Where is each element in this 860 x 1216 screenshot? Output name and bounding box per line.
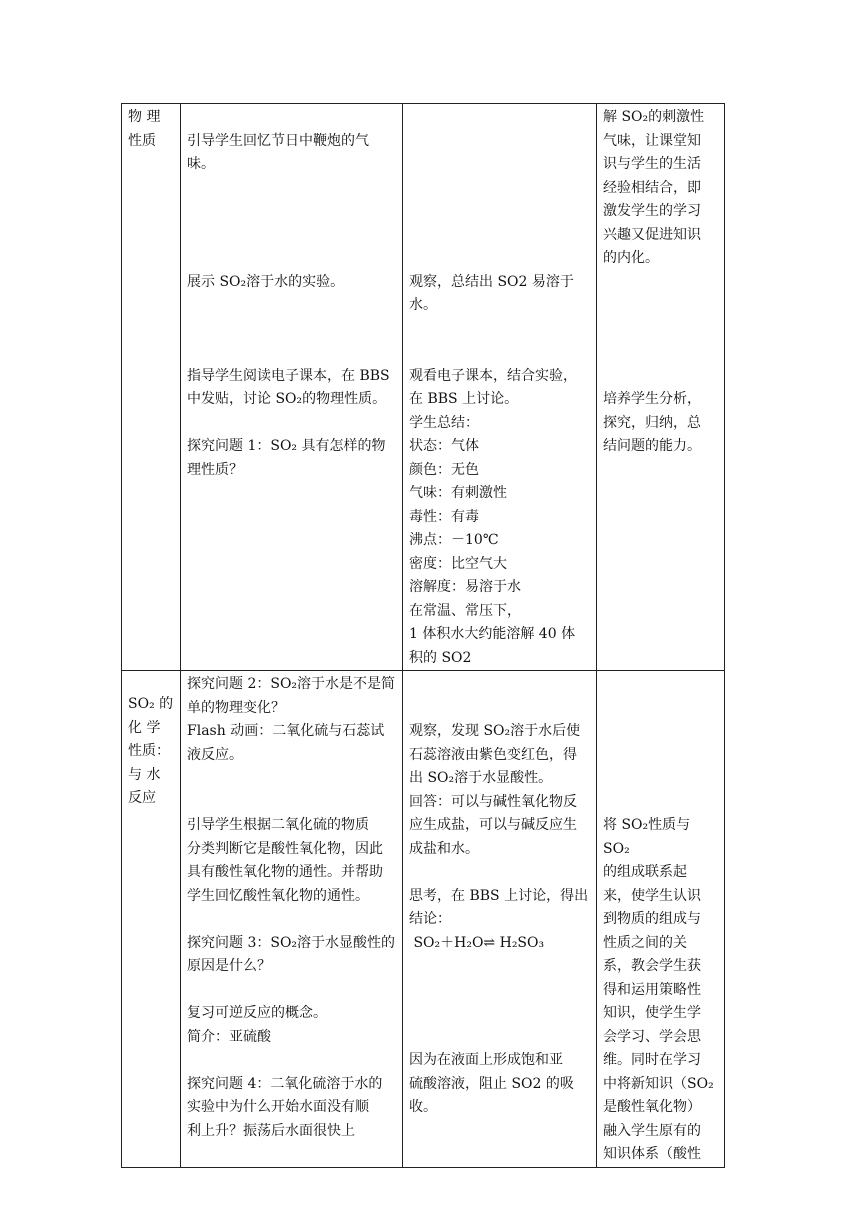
teacher-activity-cell (181, 104, 403, 671)
student-activity-text: 观察，发现 SO₂溶于水后使 石蕊溶液由紫色变红色，得 出 SO₂溶于水显酸性。 回答：可以与碱性氧化物反 应生成盐，可以与碱反应生 成盐和水。 思考，在 BBS 上讨论，得出 结论： SO₂＋H₂O⇌ H₂SO₃ 因为在液面上形成饱和亚 硫酸溶液，阻止 SO2 的吸收。 (409, 723, 589, 1115)
design-intent-text: 解 SO₂的刺激性 气味，让课堂知 识与学生的生活 经验相结合，即 激发学生的学习 兴趣又促进知识 的内化。 培养学生分析， 探究，归纳，总 结问题的能力。 (603, 109, 705, 454)
lesson-plan-table (121, 103, 725, 1168)
student-activity-cell (403, 104, 597, 671)
student-activity-cell (403, 671, 597, 1168)
teacher-activity-text: 引导学生回忆节日中鞭炮的气 味。 展示 SO₂溶于水的实验。 指导学生阅读电子课本，在 BBS 中发贴，讨论 SO₂的物理性质。 探究问题 1：SO₂ 具有怎样的物 理性质？ (187, 132, 390, 478)
topic-cell (122, 671, 181, 1168)
topic-text: 物 理 性质 (128, 109, 161, 149)
topic-cell (122, 104, 181, 671)
design-intent-cell (597, 104, 725, 671)
design-intent-cell (597, 671, 725, 1168)
table-row-physical-properties (122, 104, 725, 671)
teacher-activity-cell (181, 671, 403, 1168)
student-activity-text: 观察，总结出 SO2 易溶于水。 观看电子课本，结合实验， 在 BBS 上讨论。 学生总结： 状态：气体 颜色：无色 气味：有刺激性 毒性：有毒 沸点：－10℃ 密度：比空气大 溶解度：易溶于水 在常温、常压下， 1 体积水大约能溶解 40 体 积的 SO2 (409, 273, 577, 666)
teacher-activity-text: 探究问题 2：SO₂溶于水是不是简 单的物理变化？ Flash 动画：二氧化硫与石蕊试 液反应。 引导学生根据二氧化硫的物质 分类判断它是酸性氧化物，因此 具有酸性氧化物的通性。并帮助 学生回忆酸性氧化物的通性。 探究问题 3：SO₂溶于水显酸性的 原因是什么？ 复习可逆反应的概念。 简介：亚硫酸 探究问题 4：二氧化硫溶于水的 实验中为什么开始水面没有顺 利上升？振荡后水面很快上 (187, 676, 396, 1139)
design-intent-text: 将 SO₂性质与 SO₂ 的组成联系起 来，使学生认识 到物质的组成与 性质之间的关 系，教会学生获 得和运用策略性 知识，使学生学 会学习、学会思 维。同时在学习 中将新知识（SO₂ 是酸性氧化物） 融入学生原有的 知识体系（酸性 (603, 817, 714, 1162)
topic-text: SO₂ 的 化 学 性质： 与 水 反应 (128, 696, 174, 806)
table-row-chemical-properties (122, 671, 725, 1168)
